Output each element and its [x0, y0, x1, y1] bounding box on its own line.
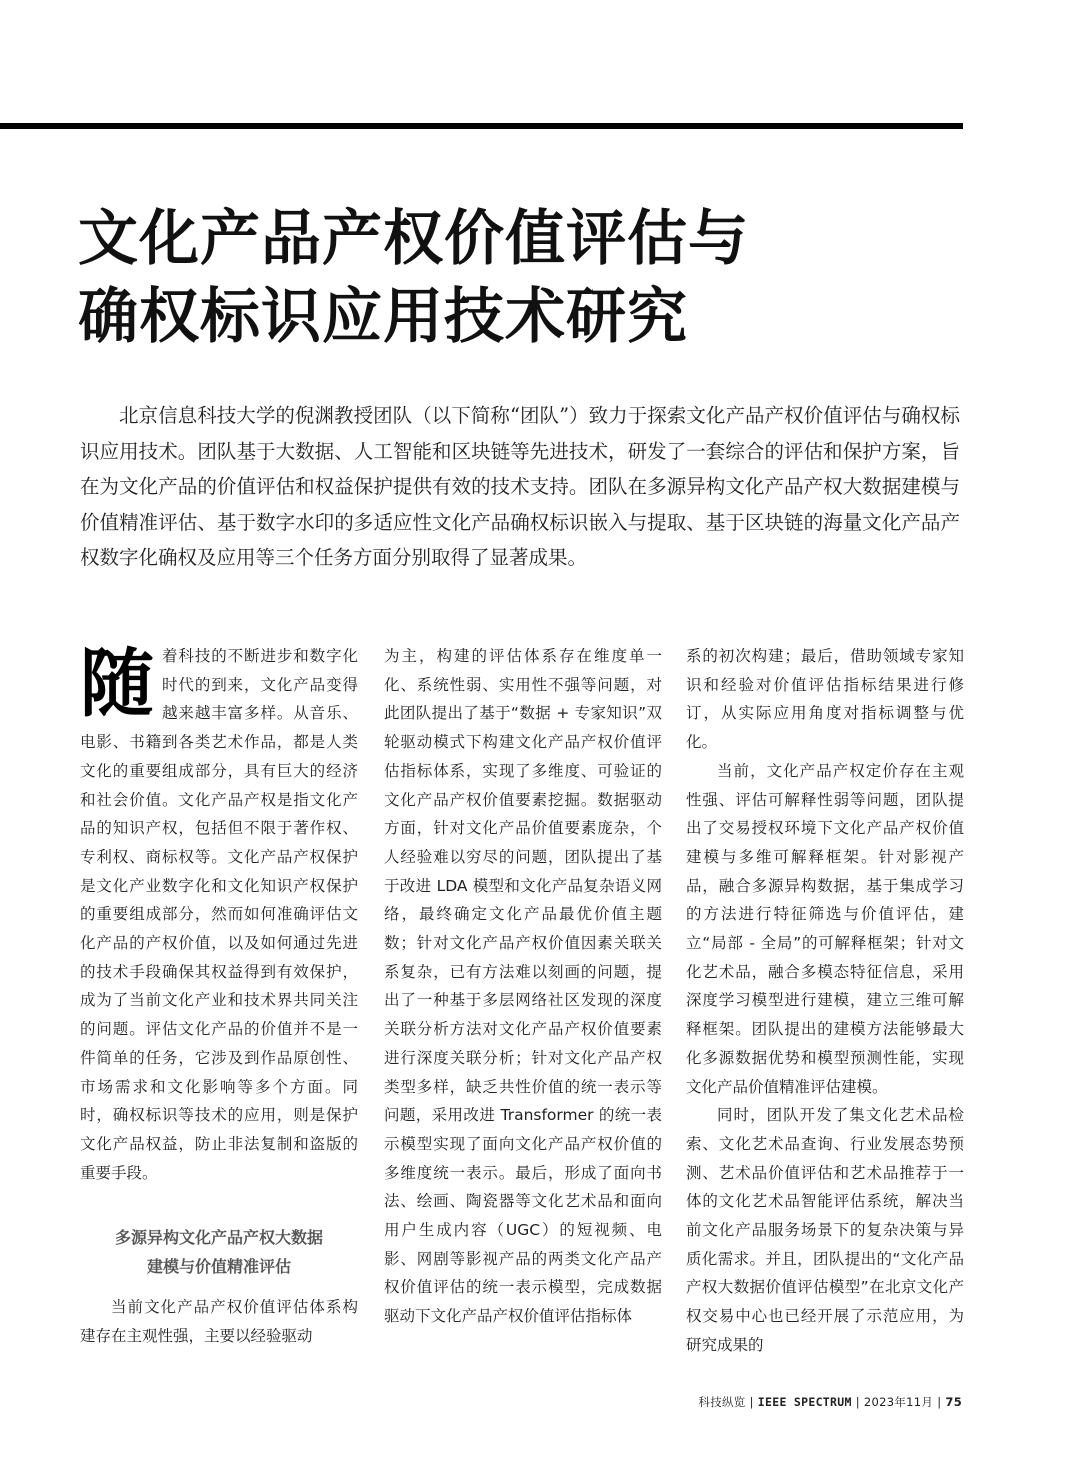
- page-footer: 科技纵览 | IEEE SPECTRUM | 2023年11月 | 75: [698, 1395, 962, 1409]
- body-paragraph-4: 系的初次构建；最后，借助领域专家知识和经验对价值评估指标结果进行修订，从实际应用角度对指标调整与优化。: [686, 647, 964, 752]
- body-paragraph-6: 同时，团队开发了集文化艺术品检索、文化艺术品查询、行业发展态势预测、艺术品价值评估和艺术品推荐于一体的文化艺术品智能评估系统，解决当前文化产品服务场景下的复杂决策与异质化需求。并且，团队提出的“文化产品产权大数据价值评估模型”在北京文化产权交易中心也已经开展了示范应用，为研究成果的: [686, 1106, 964, 1354]
- column-2: [384, 642, 662, 1331]
- section-subheading: [80, 1223, 358, 1281]
- article-title: [78, 200, 978, 356]
- body-paragraph-2: 当前文化产品产权价值评估体系构建存在主观性强，主要以经验驱动: [80, 1298, 358, 1346]
- footer-date: 2023年11月: [863, 1395, 934, 1409]
- drop-cap: 随: [80, 641, 154, 727]
- title-line-1: 文化产品产权价值评估与: [78, 204, 749, 274]
- subheading-line-2: 建模与价值精准评估: [146, 1257, 291, 1277]
- body-paragraph-5: 当前，文化产品产权定价存在主观性强、评估可解释性弱等问题，团队提出了交易授权环境下文化产品产权价值建模与多维可解释框架。针对影视产品，融合多源异构数据，基于集成学习的方法进行特征筛选与价值评估，建立“局部 - 全局”的可解释框架；针对文化艺术品，融合多模态特征信息，采用深度学习模型进行建模，建立三维可解释框架。团队提出的建模方法能够最大化多源数据优势和模型预测性能，实现文化产品价值精准评估建模。: [686, 761, 964, 1096]
- header-rule: [0, 123, 963, 129]
- footer-magazine: IEEE SPECTRUM: [757, 1395, 852, 1409]
- footer-section: 科技纵览: [698, 1395, 746, 1409]
- intro-paragraph: 北京信息科技大学的倪渊教授团队（以下简称“团队”）致力于探索文化产品产权价值评估与确权标识应用技术。团队基于大数据、人工智能和区块链等先进技术，研发了一套综合的评估和保护方案，旨在为文化产品的价值评估和权益保护提供有效的技术支持。团队在多源异构文化产品产权大数据建模与价值精准评估、基于数字水印的多适应性文化产品确权标识嵌入与提取、基于区块链的海量文化产品产权数字化确权及应用等三个任务方面分别取得了显著成果。: [80, 404, 960, 569]
- subheading-line-1: 多源异构文化产品产权大数据: [114, 1228, 323, 1248]
- page-number: 75: [945, 1395, 962, 1409]
- column-3: [686, 642, 964, 1360]
- title-line-2: 确权标识应用技术研究: [78, 282, 688, 352]
- column-1: [80, 642, 358, 1351]
- body-paragraph-3: 为主，构建的评估体系存在维度单一化、系统性弱、实用性不强等问题，对此团队提出了基于“数据 + 专家知识”双轮驱动模式下构建文化产品产权价值评估指标体系，实现了多维度、可验证的文化产品产权价值要素挖掘。数据驱动方面，针对文化产品价值要素庞杂，个人经验难以穷尽的问题，团队提出了基于改进 LDA 模型和文化产品复杂语义网络，最终确定文化产品最优价值主题数；针对文化产品产权价值因素关联关系复杂，已有方法难以刻画的问题，提出了一种基于多层网络社区发现的深度关联分析方法对文化产品产权价值要素进行深度关联分析；针对文化产品产权类型多样，缺乏共性价值的统一表示等问题，采用改进 Transformer 的统一表示模型实现了面向文化产品产权价值的多维度统一表示。最后，形成了面向书法、绘画、陶瓷器等文化艺术品和面向用户生成内容（UGC）的短视频、电影、网剧等影视产品的两类文化产品产权价值评估的统一表示模型，完成数据驱动下文化产品产权价值评估指标体: [384, 647, 662, 1326]
- body-paragraph-1: 着科技的不断进步和数字化时代的到来，文化产品变得越来越丰富多样。从音乐、电影、书籍到各类艺术作品，都是人类文化的重要组成部分，具有巨大的经济和社会价值。文化产品产权是指文化产品的知识产权，包括但不限于著作权、专利权、商标权等。文化产品产权保护是文化产业数字化和文化知识产权保护的重要组成部分，然而如何准确评估文化产品的产权价值，以及如何通过先进的技术手段确保其权益得到有效保护，成为了当前文化产业和技术界共同关注的问题。评估文化产品的价值并不是一件简单的任务，它涉及到作品原创性、市场需求和文化影响等多个方面。同时，确权标识等技术的应用，则是保护文化产品权益，防止非法复制和盗版的重要手段。: [80, 647, 358, 1182]
